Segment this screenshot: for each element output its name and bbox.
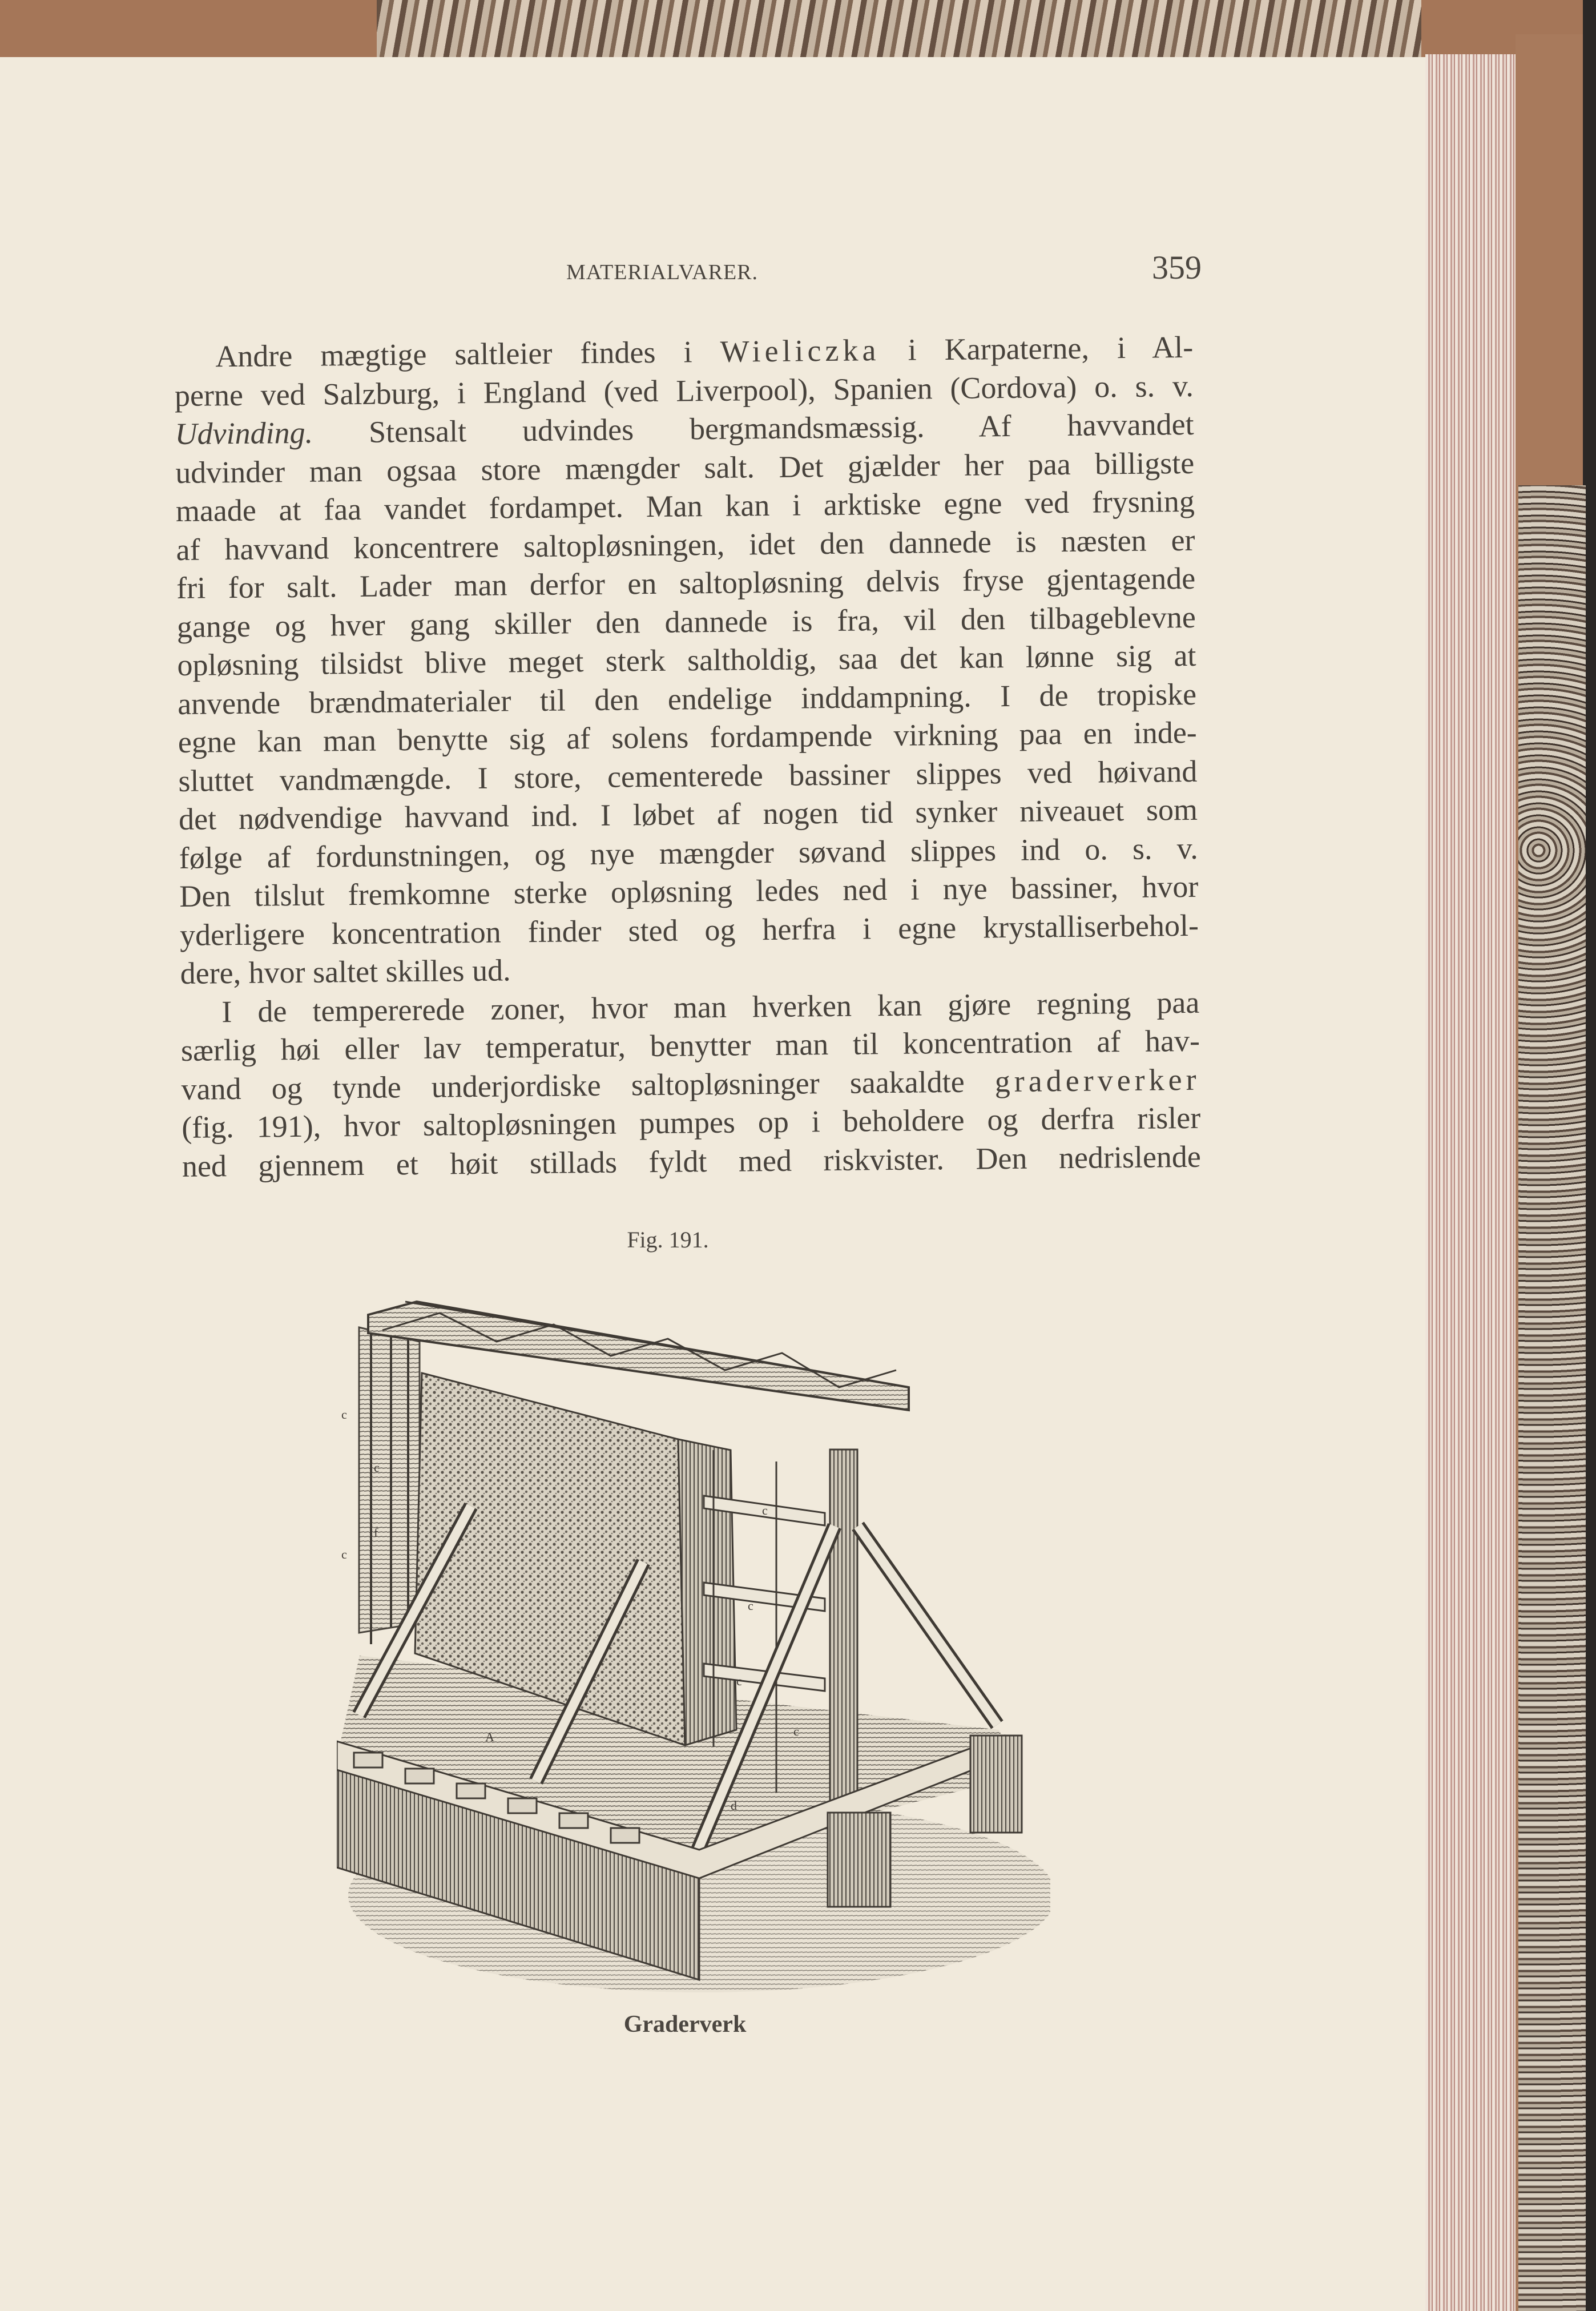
figure-letter: c xyxy=(793,1724,799,1738)
figure-letter: c xyxy=(736,1674,742,1688)
body-text xyxy=(174,328,1201,1186)
spine-decoration xyxy=(377,0,1421,57)
text-segment: perne ved Salzburg, i England (ved Liverpool), Spanien (Cordova) o. s. v. xyxy=(174,368,1194,413)
left-scaffold xyxy=(359,1327,420,1633)
text-segment: udvinder man ogsaa store mængder salt. Det gjælder her paa billigste xyxy=(175,445,1195,490)
spaced-term: graderverker xyxy=(994,1062,1200,1098)
base-pier-right xyxy=(828,1813,890,1907)
text-segment: det nødvendige havvand ind. I løbet af nogen tid synker niveauet som xyxy=(178,792,1198,836)
page-edges xyxy=(1425,54,1516,2311)
text-segment: Stensalt udvindes bergmandsmæssig. Af havvandet xyxy=(312,406,1194,450)
text-segment: i Karpaterne, i Al- xyxy=(880,329,1194,368)
main-post xyxy=(830,1450,857,1801)
text-segment: ned gjennem et høit stillads fyldt med riskvister. Den nedrislende xyxy=(182,1139,1202,1183)
figure-letter: c xyxy=(341,1407,347,1422)
marbled-cover-paper xyxy=(1518,485,1586,2311)
text-segment: særlig høi eller lav temperatur, benytter man til koncentration af hav- xyxy=(180,1023,1200,1068)
page-number: 359 xyxy=(1152,249,1202,286)
text-segment: vand og tynde underjordiske saltopløsninger saakaldte xyxy=(181,1064,996,1106)
text-segment: maade at faa vandet fordampet. Man kan i arktiske egne ved frysning xyxy=(175,484,1195,528)
italic-term: Udvinding. xyxy=(175,415,313,451)
figure-letter: d xyxy=(731,1798,737,1813)
text-segment: yderligere koncentration finder sted og herfra i egne krystalliserbehol- xyxy=(179,908,1199,952)
figure-graduation-tower-illustration xyxy=(337,1279,1050,1998)
figure-letter: c xyxy=(748,1599,753,1613)
text-segment: Den tilslut fremkomne sterke opløsning ledes ned i nye bassiner, hvor xyxy=(179,869,1199,913)
figure-letter: c xyxy=(374,1460,380,1475)
text-segment: af havvand koncentrere saltopløsningen, idet den dannede is næsten er xyxy=(176,522,1195,567)
figure-letter: f xyxy=(374,1525,378,1540)
text-segment: opløsning tilsidst blive meget sterk saltholdig, saa det kan lønne sig at xyxy=(177,638,1196,682)
figure-caption: Graderverk xyxy=(623,2011,747,2038)
text-segment: følge af fordunstningen, og nye mængder søvand slippes ind o. s. v. xyxy=(179,831,1198,875)
spaced-term: Wieliczka xyxy=(720,333,880,369)
figure-letter: c xyxy=(341,1547,347,1561)
text-segment: I de tempererede zoner, hvor man hverken kan gjøre regning paa xyxy=(221,985,1200,1029)
figure-letter: A xyxy=(485,1730,494,1744)
text-segment: (fig. 191), hvor saltopløsningen pumpes op i beholdere og derfra risler xyxy=(181,1100,1201,1145)
text-segment: sluttet vandmængde. I store, cementerede bassiner slippes ved høivand xyxy=(178,754,1198,798)
text-segment: fri for salt. Lader man derfor en saltopløsning delvis fryse gjentagende xyxy=(176,561,1196,605)
text-segment: egne kan man benytte sig af solens fordampende virkning paa en inde- xyxy=(178,715,1198,759)
figure-label: Fig. 191. xyxy=(627,1227,709,1253)
text-segment: anvende brændmaterialer til den endelige inddampning. I de tropiske xyxy=(177,677,1197,721)
text-segment: gange og hver gang skiller den dannede is fra, vil den tilbageblevne xyxy=(176,599,1196,644)
figure-letter: c xyxy=(762,1503,768,1517)
text-segment: dere, hvor saltet skilles ud. xyxy=(180,953,511,991)
base-pier-far xyxy=(970,1736,1022,1833)
running-head: MATERIALVARER. xyxy=(566,260,758,284)
text-segment: Andre mægtige saltleier findes i xyxy=(215,334,721,374)
